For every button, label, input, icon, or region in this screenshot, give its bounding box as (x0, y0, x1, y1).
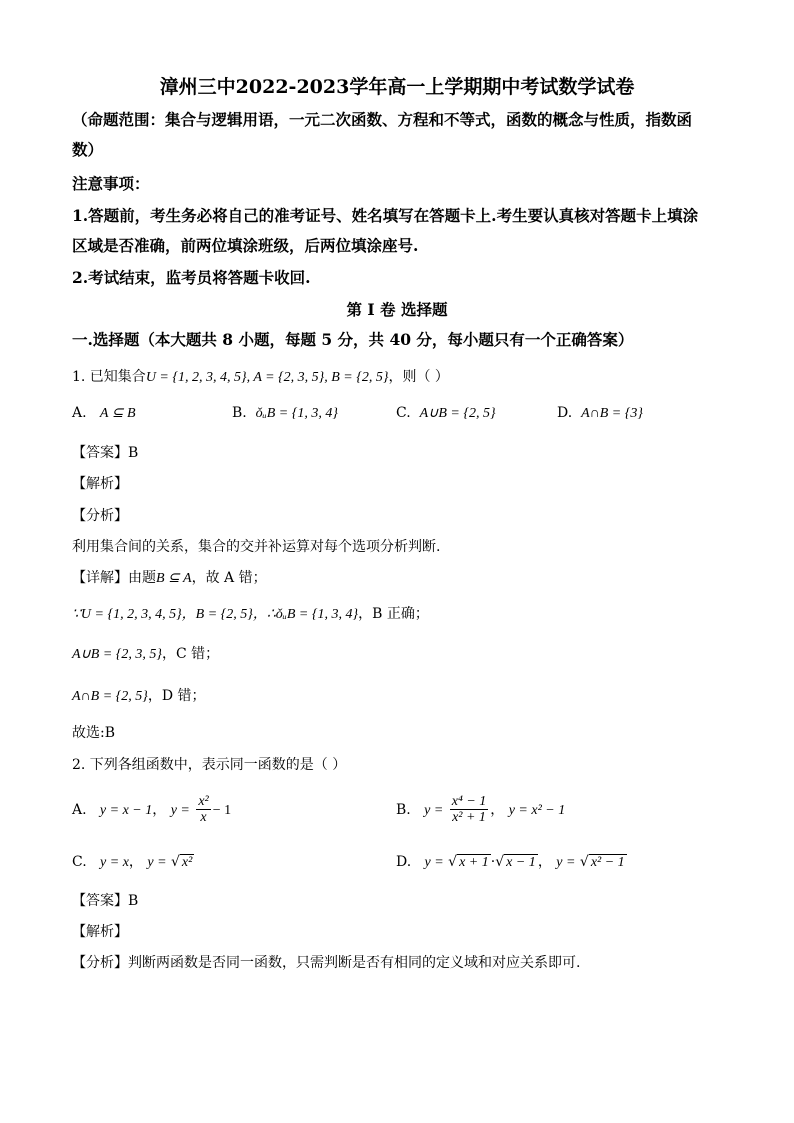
q2-fenxi-text: 判断两函数是否同一函数，只需判断是否有相同的定义域和对应关系即可. (128, 955, 581, 971)
q1-detail-4-math: A∩B = {2, 5} (72, 689, 148, 704)
q2-option-d-label: D. (396, 854, 412, 870)
q2-option-b-denominator: x² + 1 (452, 810, 486, 826)
q2-option-b-label: B. (396, 801, 411, 818)
part-title: 第 I 卷 选择题 (346, 300, 448, 319)
q1-detail-1-math: B ⊆ A (156, 571, 192, 586)
q1-option-d-math: A∩B = {3} (581, 406, 643, 421)
q1-detail-4 (72, 685, 722, 705)
q2-option-c-sep: ， (128, 854, 143, 870)
q2-option-b-func-2: y = x² − 1 (508, 802, 566, 818)
q2-option-b-func-1-pre: y = (424, 802, 444, 818)
q2-option-a-func-2-pre: y = (170, 802, 190, 818)
q1-option-c-math: A∪B = {2, 5} (419, 406, 496, 421)
q2-option-b (396, 794, 565, 826)
notice-heading: 注意事项： (72, 174, 150, 193)
q2-option-c-radicand: x² (181, 855, 193, 870)
sqrt-icon: √ (170, 854, 180, 870)
q2-option-c-label: C. (72, 854, 87, 870)
q2-option-a-denominator: x (200, 810, 207, 826)
q1-answer: 【答案】B (72, 445, 139, 461)
q2-option-d (396, 851, 627, 871)
q2-option-a-sep: ， (152, 801, 167, 818)
q2-option-b-sep: ， (490, 801, 505, 818)
q2-option-d-radicand-3: x² − 1 (590, 855, 625, 870)
q2-option-d-dot: · (490, 854, 496, 870)
q2-option-a-fraction (196, 794, 210, 826)
q2-option-d-func-2-pre: y = (556, 855, 576, 870)
scope-line-1: （命题范围：集合与逻辑用语，一元二次函数、方程和不等式，函数的概念与性质，指数函 (72, 110, 693, 129)
notice-2: 2.考试结束，监考员将答题卡收回. (72, 268, 311, 287)
q1-stem (72, 366, 722, 386)
q1-detail-3-post: ，C 错； (162, 646, 220, 662)
q1-detail-3 (72, 643, 722, 663)
q2-option-c-func-1: y = x (100, 855, 129, 870)
notice-1-line-1: 1.答题前，考生务必将自己的准考证号、姓名填写在答题卡上.考生要认真核对答题卡上填涂 (72, 206, 699, 225)
q2-fenxi-tag: 【分析】 (72, 955, 128, 971)
sqrt-icon: √ (448, 854, 458, 870)
q1-option-b-math: ǒᵤB = {1, 3, 4} (255, 406, 338, 421)
scope-line-2: 数） (72, 140, 104, 159)
q1-fenxi-tag: 【分析】 (72, 508, 128, 524)
q1-detail-2-post: ，B 正确； (358, 606, 429, 622)
q2-option-a-label: A. (72, 801, 87, 818)
section-heading: 一.选择题（本大题共 8 小题，每题 5 分，共 40 分，每小题只有一个正确答案） (72, 330, 634, 349)
q1-detail-3-math: A∪B = {2, 3, 5} (72, 647, 162, 662)
q2-option-d-radicand-1: x + 1 (459, 855, 489, 870)
q1-stem-sets: U = {1, 2, 3, 4, 5}, A = {2, 3, 5}, B = {2, 5} (145, 370, 389, 385)
q1-option-c-label: C. (396, 405, 411, 421)
q1-option-d-label: D. (557, 405, 573, 421)
q2-option-b-numerator: x⁴ − 1 (451, 794, 487, 809)
q1-stem-prefix: 1. 已知集合 (72, 369, 146, 385)
q1-option-c (396, 405, 496, 422)
q1-option-a-math: A ⊆ B (99, 406, 136, 421)
q1-option-b-label: B. (232, 405, 247, 421)
q2-option-c-func-2-pre: y = (147, 855, 167, 870)
q2-answer: 【答案】B (72, 893, 139, 909)
q1-detail-1-pre: 由题 (128, 570, 156, 586)
q2-stem: 2. 下列各组函数中，表示同一函数的是（ ） (72, 757, 347, 773)
q2-option-a (72, 794, 231, 826)
q1-detail-2-math: ∵U = {1, 2, 3, 4, 5}，B = {2, 5}，∴ǒᵤB = {1, 3, 4} (72, 607, 359, 622)
sqrt-icon: √ (495, 854, 505, 870)
q2-option-b-fraction (450, 794, 489, 826)
q2-option-d-sep: ， (537, 854, 552, 870)
q1-option-d (557, 405, 643, 422)
q1-option-a-label: A. (72, 405, 87, 421)
exam-title: 漳州三中2022-2023学年高一上学期期中考试数学试卷 (159, 76, 635, 98)
q2-option-a-func-1: y = x − 1 (99, 802, 153, 818)
q2-option-c (72, 851, 194, 871)
q1-detail-1 (72, 567, 722, 587)
q1-analysis-tag: 【解析】 (72, 476, 128, 492)
q1-detail-2 (72, 603, 722, 623)
q2-analysis-tag: 【解析】 (72, 924, 128, 940)
q1-option-a (72, 405, 136, 422)
q1-fenxi-text: 利用集合间的关系，集合的交并补运算对每个选项分析判断. (72, 539, 441, 555)
q2-option-a-func-2-post: − 1 (212, 802, 232, 818)
notice-1-line-2: 区域是否准确，前两位填涂班级，后两位填涂座号. (72, 236, 419, 255)
sqrt-icon: √ (579, 854, 589, 870)
q2-option-d-radicand-2: x − 1 (506, 855, 536, 870)
q2-option-d-func-1-pre: y = (424, 855, 444, 870)
q1-detail-4-post: ，D 错； (147, 688, 206, 704)
q1-option-b (232, 405, 338, 422)
q1-detail-1-post: ，故 A 错； (191, 570, 267, 586)
q1-conclusion: 故选:B (72, 725, 116, 741)
q2-option-a-numerator: x² (198, 794, 209, 809)
q2-fenxi (72, 952, 722, 972)
q1-stem-suffix: ，则（ ） (388, 369, 449, 385)
q1-detail-tag: 【详解】 (72, 570, 128, 586)
